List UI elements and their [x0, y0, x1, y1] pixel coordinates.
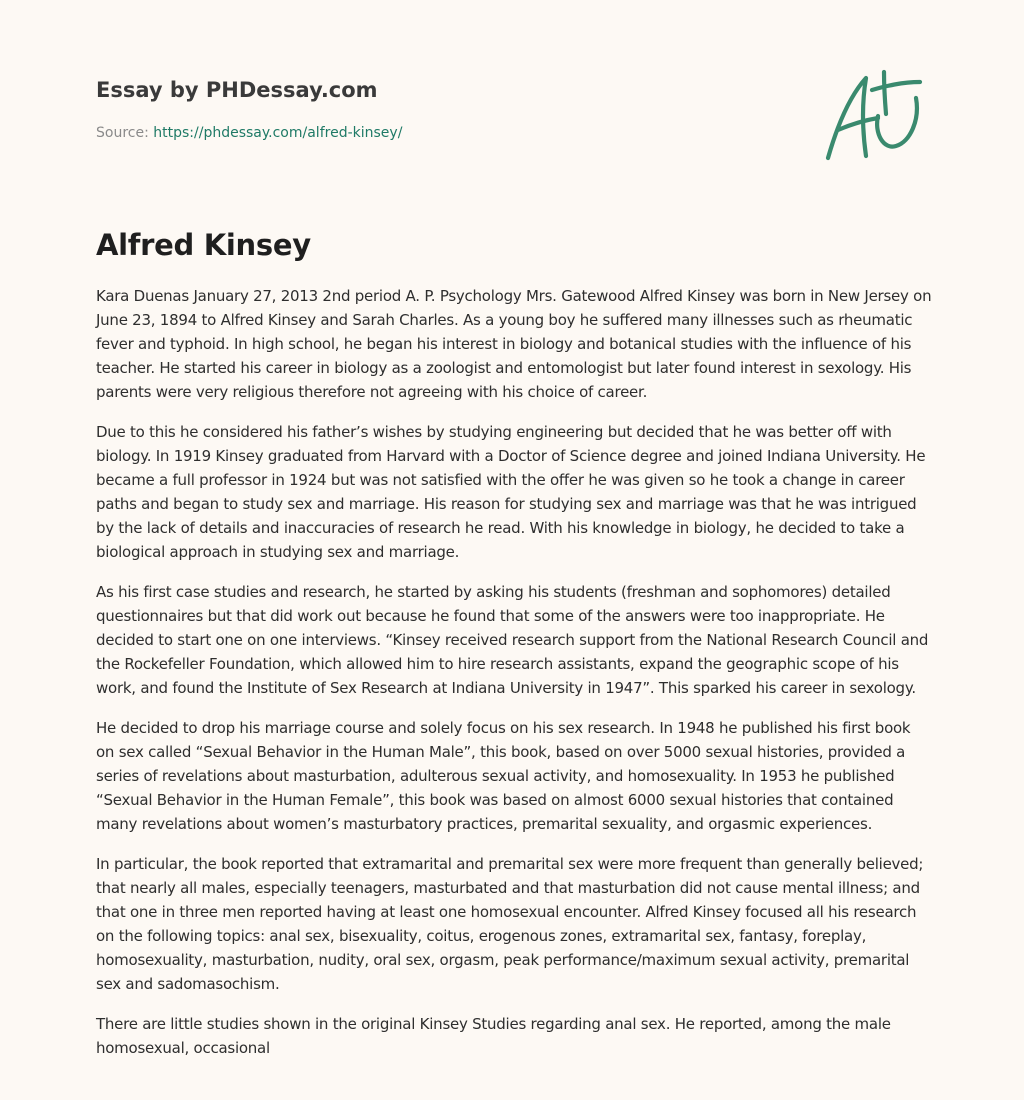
page-header: [96, 76, 796, 143]
source-link[interactable]: https://phdessay.com/alfred-kinsey/: [153, 125, 403, 141]
paragraph: In particular, the book reported that extramarital and premarital sex were more frequent than generally believed; that nearly all males, especially teenagers, masturbated and that masturbation did not cause mental illness; and that one in three men reported having at least one homosexual encounter. Alfred Kinsey focused all his research on the following topics: anal sex, bisexuality, coitus, erogenous zones, extramarital sex, fantasy, foreplay, homosexuality, masturbation, nudity, oral sex, orgasm, peak performance/maximum sexual activity, premarital sex and sadomasochism.: [96, 855, 924, 993]
article-body: [96, 284, 932, 1076]
source-line: [96, 123, 796, 143]
paragraph: Due to this he considered his father’s wishes by studying engineering but decided that he was better off with biology. In 1919 Kinsey graduated from Harvard with a Doctor of Science degree and joined Indiana University. He became a full professor in 1924 but was not satisfied with the offer he was given so he took a change in career paths and began to study sex and marriage. His reason for studying sex and marriage was that he was intrigued by the lack of details and inaccuracies of research he read. With his knowledge in biology, he decided to take a biological approach in studying sex and marriage.: [96, 423, 926, 561]
paragraph: There are little studies shown in the original Kinsey Studies regarding anal sex. He reported, among the male homosexual, occasional: [96, 1015, 891, 1057]
source-label: Source:: [96, 125, 149, 141]
a-plus-logo: [822, 68, 926, 164]
site-title: Essay by PHDessay.com: [96, 78, 378, 102]
paragraph: As his first case studies and research, he started by asking his students (freshman and sophomores) detailed questionnaires but that did work out because he found that some of the answers were too inappropriate. He decided to start one on one interviews. “Kinsey received research support from the National Research Council and the Rockefeller Foundation, which allowed him to hire research assistants, expand the geographic scope of his work, and found the Institute of Sex Research at Indiana University in 1947”. This sparked his career in sexology.: [96, 583, 929, 697]
paragraph: He decided to drop his marriage course and solely focus on his sex research. In 1948 he published his first book on sex called “Sexual Behavior in the Human Male”, this book, based on over 5000 sexual histories, provided a series of revelations about masturbation, adulterous sexual activity, and homosexuality. In 1953 he published “Sexual Behavior in the Human Female”, this book was based on almost 6000 sexual histories that contained many revelations about women’s masturbatory practices, premarital sexuality, and orgasmic experiences.: [96, 719, 911, 833]
article-title: Alfred Kinsey: [96, 228, 311, 262]
paragraph: Kara Duenas January 27, 2013 2nd period A. P. Psychology Mrs. Gatewood Alfred Kinsey was born in New Jersey on June 23, 1894 to Alfred Kinsey and Sarah Charles. As a young boy he suffered many illnesses such as rheumatic fever and typhoid. In high school, he began his interest in biology and botanical studies with the influence of his teacher. He started his career in biology as a zoologist and entomologist but later found interest in sexology. His parents were very religious therefore not agreeing with his choice of career.: [96, 287, 932, 401]
